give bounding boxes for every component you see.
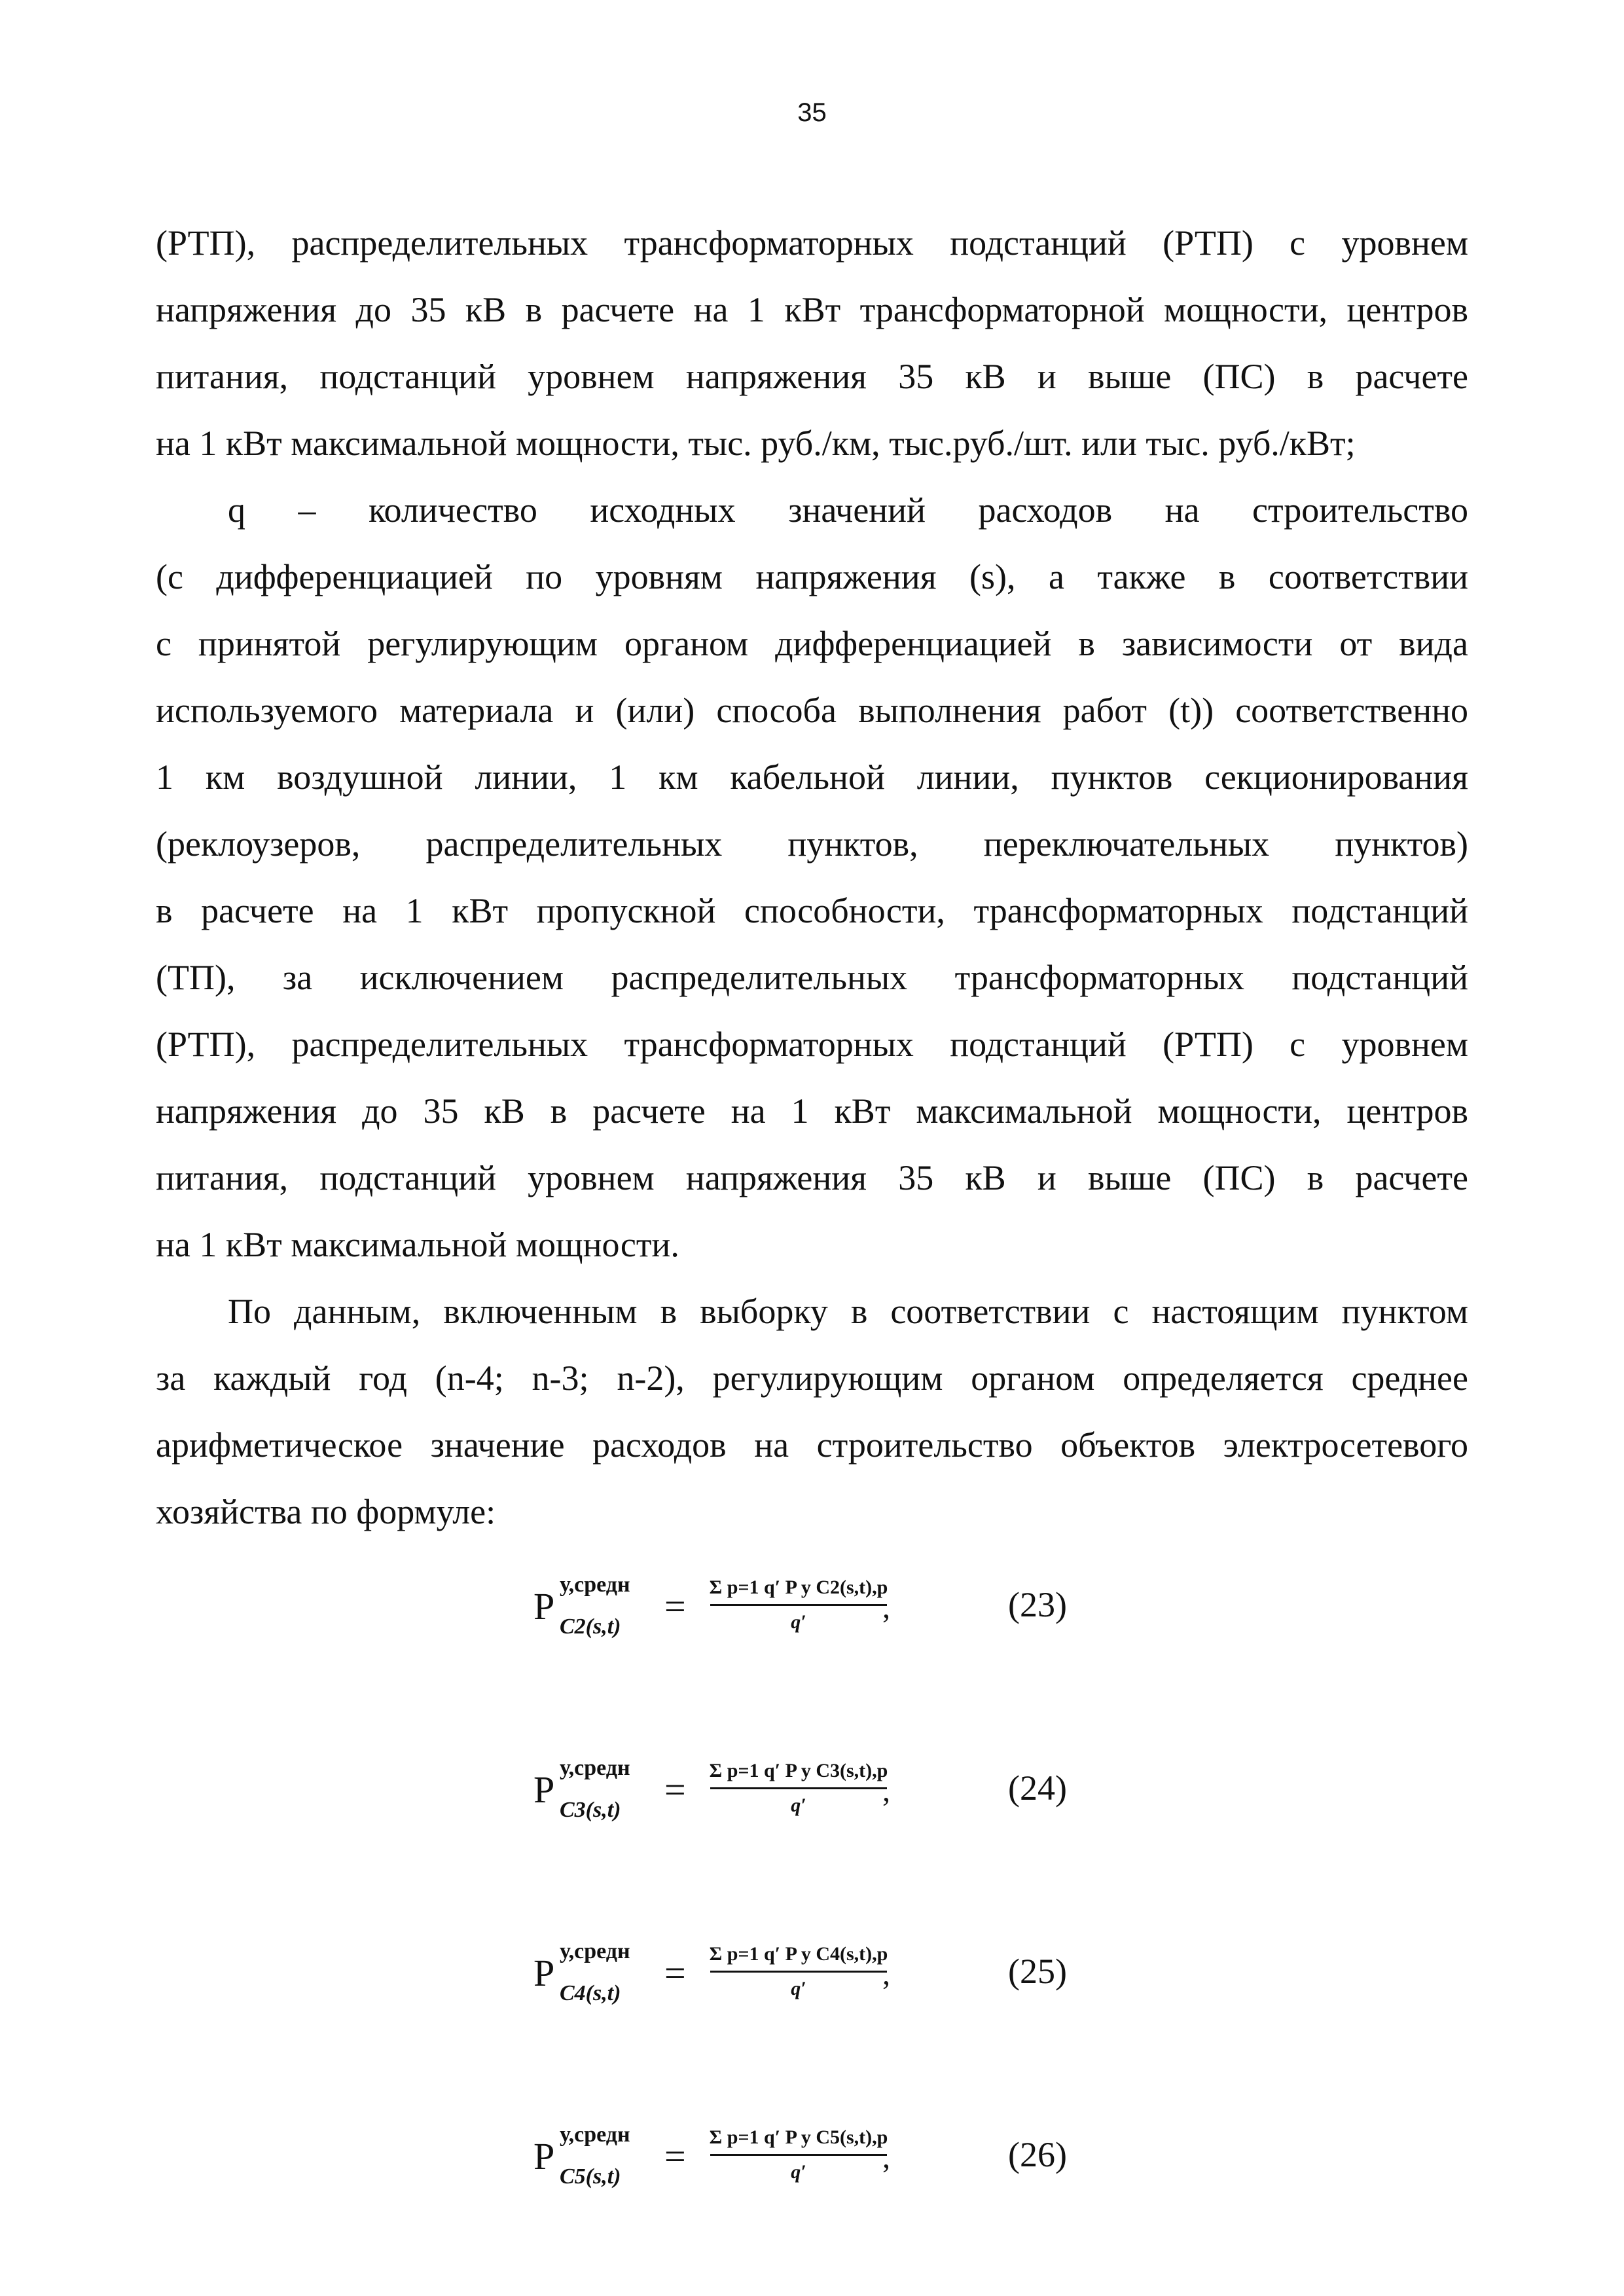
formula-lhs-sup: у,средн xyxy=(560,2123,630,2147)
text-line: 1 км воздушной линии, 1 км кабельной линии, пунктов секционирования xyxy=(156,757,1468,797)
page-number: 35 xyxy=(797,98,827,127)
formula-lhs-sup: у,средн xyxy=(560,1573,630,1597)
fraction-bar xyxy=(710,1971,887,1973)
text-line: (с дифференциацией по уровням напряжения (s), а также в соответствии xyxy=(156,557,1468,596)
text-line: в расчете на 1 кВт пропускной способности, трансформаторных подстанций xyxy=(156,891,1468,930)
text-line: за каждый год (n-4; n-3; n-2), регулирующим органом определяется среднее xyxy=(156,1358,1468,1398)
formula-denominator: q′ xyxy=(791,1795,806,1816)
formula-lhs-base: P xyxy=(533,2135,555,2178)
formula-equals: = xyxy=(664,1585,686,1628)
text-line: (РТП), распределительных трансформаторных подстанций (РТП) с уровнем xyxy=(156,1025,1468,1064)
fraction-bar xyxy=(710,1604,887,1606)
document-body xyxy=(156,210,1468,1545)
formula-numerator: Σ p=1 q′ P у C2(s,t),p xyxy=(709,1576,888,1598)
text-line: на 1 кВт максимальной мощности, тыс. руб./км, тыс.руб./шт. или тыс. руб./кВт; xyxy=(156,424,1356,463)
formula-fraction xyxy=(707,2108,890,2183)
text-line: питания, подстанций уровнем напряжения 35 кВ и выше (ПС) в расчете xyxy=(156,1158,1468,1197)
fraction-bar xyxy=(710,1787,887,1789)
formula-lhs-base: P xyxy=(533,1952,555,1994)
fraction-bar xyxy=(710,2154,887,2156)
formula-comma: , xyxy=(882,1590,890,1625)
formula-lhs xyxy=(533,1573,630,1639)
text-line: напряжения до 35 кВ в расчете на 1 кВт максимальной мощности, центров xyxy=(156,1091,1468,1131)
formula-lhs xyxy=(533,2123,630,2189)
formula-number: (23) xyxy=(1008,1585,1067,1624)
formula-denominator: q′ xyxy=(791,1611,806,1633)
formula-lhs-sup: у,средн xyxy=(560,1939,630,1963)
text-line: арифметическое значение расходов на строительство объектов электросетевого xyxy=(156,1425,1468,1465)
text-line: питания, подстанций уровнем напряжения 35 кВ и выше (ПС) в расчете xyxy=(156,357,1468,396)
formula-denominator: q′ xyxy=(791,1978,806,1999)
formula-number: (26) xyxy=(1008,2135,1067,2174)
paragraph-1 xyxy=(156,210,1468,477)
formula-23 xyxy=(0,1558,1624,1663)
text-line: q – количество исходных значений расходов на строительство xyxy=(228,490,1468,530)
formula-equals: = xyxy=(664,1952,686,1994)
formula-fraction xyxy=(707,1558,890,1633)
formula-lhs-sub: C4(s,t) xyxy=(560,1981,621,2005)
text-line: (реклоузеров, распределительных пунктов, переключательных пунктов) xyxy=(156,824,1468,864)
formula-lhs xyxy=(533,1756,630,1822)
text-line: По данным, включенным в выборку в соответствии с настоящим пунктом xyxy=(228,1292,1468,1331)
text-line: напряжения до 35 кВ в расчете на 1 кВт трансформаторной мощности, центров xyxy=(156,290,1468,329)
formula-numerator: Σ p=1 q′ P у C3(s,t),p xyxy=(709,1760,888,1781)
formula-lhs-sub: C2(s,t) xyxy=(560,1614,621,1639)
formula-lhs-sup: у,средн xyxy=(560,1756,630,1780)
text-line: хозяйства по формуле: xyxy=(156,1492,496,1531)
formula-25 xyxy=(0,1925,1624,2030)
formula-number: (25) xyxy=(1008,1952,1067,1991)
formula-fraction xyxy=(707,1741,890,1817)
paragraph-3 xyxy=(156,1278,1468,1545)
formula-lhs-base: P xyxy=(533,1585,555,1628)
text-line: с принятой регулирующим органом дифференциацией в зависимости от вида xyxy=(156,624,1468,663)
formula-equals: = xyxy=(664,1768,686,1811)
formula-comma: , xyxy=(882,1774,890,1808)
formula-fraction xyxy=(707,1925,890,2000)
formula-comma: , xyxy=(882,2140,890,2175)
formula-24 xyxy=(0,1741,1624,1846)
paragraph-2 xyxy=(156,477,1468,1278)
formula-denominator: q′ xyxy=(791,2161,806,2183)
formula-number: (24) xyxy=(1008,1768,1067,1808)
text-line: на 1 кВт максимальной мощности. xyxy=(156,1225,679,1264)
formula-numerator: Σ p=1 q′ P у C5(s,t),p xyxy=(709,2126,888,2148)
formula-26 xyxy=(0,2108,1624,2213)
text-line: используемого материала и (или) способа выполнения работ (t)) соответственно xyxy=(156,691,1468,730)
formula-lhs-sub: C3(s,t) xyxy=(560,1798,621,1822)
text-line: (РТП), распределительных трансформаторных подстанций (РТП) с уровнем xyxy=(156,223,1468,263)
formula-comma: , xyxy=(882,1957,890,1992)
formula-lhs xyxy=(533,1939,630,2005)
formula-equals: = xyxy=(664,2135,686,2178)
formula-lhs-sub: C5(s,t) xyxy=(560,2164,621,2189)
text-line: (ТП), за исключением распределительных трансформаторных подстанций xyxy=(156,958,1468,997)
formula-lhs-base: P xyxy=(533,1768,555,1811)
formula-numerator: Σ p=1 q′ P у C4(s,t),p xyxy=(709,1943,888,1965)
